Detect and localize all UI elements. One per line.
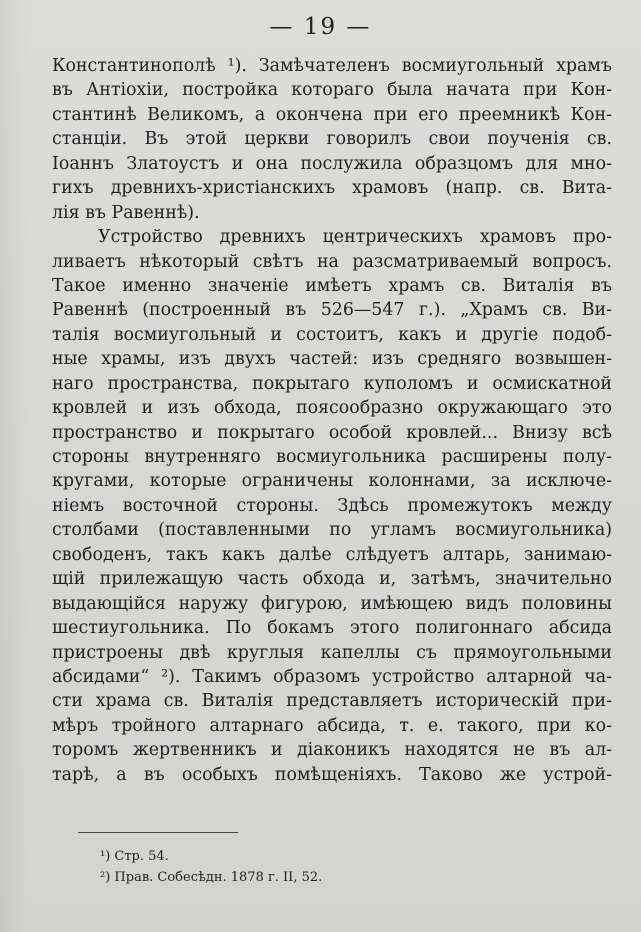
text-line: станціи. Въ этой церкви говорилъ свои поученія св. (52, 129, 612, 150)
text-line: тарѣ, а въ особыхъ помѣщеніяхъ. Таково же устрой- (52, 764, 612, 785)
text-line: свободенъ, такъ какъ далѣе слѣдуетъ алтарь, занимаю- (52, 544, 612, 565)
page-number: — 19 — (269, 14, 372, 40)
text-line: наго пространства, покрытаго куполомъ и осмискатной (52, 373, 612, 394)
text-line: кровлей и изъ обхода, поясообразно окружающаго это (52, 398, 612, 419)
text-line: стантинѣ Великомъ, а окончена при его преемникѣ Кон- (52, 104, 612, 125)
text-line: лія въ Равеннѣ). (52, 202, 200, 223)
text-line: Такое именно значеніе имѣетъ храмъ св. Виталія въ (52, 275, 612, 296)
text-line: шестиугольника. По бокамъ этого полигоннаго абсида (52, 618, 612, 639)
text-line: столбами (поставленными по угламъ восмиугольника) (52, 520, 612, 541)
text-line: пространство и покрытаго особой кровлей... Внизу всѣ (52, 422, 612, 443)
footnote-divider (78, 832, 238, 833)
text-line: гихъ древнихъ-христіанскихъ храмовъ (напр. св. Вита- (52, 178, 612, 199)
text-line: въ Антіохіи, постройка котораго была начата при Кон- (52, 80, 612, 101)
footnotes (100, 846, 322, 888)
text-line: абсидами“ ²). Такимъ образомъ устройство алтарной ча- (52, 666, 612, 687)
text-line: талія восмиугольный и состоитъ, какъ и другіе подоб- (52, 324, 612, 345)
footnote: ²) Прав. Собесѣдн. 1878 г. II, 52. (100, 870, 323, 885)
text-line: Устройство древнихъ центрическихъ храмовъ про- (98, 227, 612, 248)
text-line: выдающійся наружу фигурою, имѣющею видъ половины (52, 593, 612, 614)
footnote: ¹) Стр. 54. (100, 849, 169, 864)
text-line: мѣръ тройного алтарнаго абсида, т. е. такого, при ко- (52, 715, 612, 736)
text-line: торомъ жертвенникъ и діаконикъ находятся не въ ал- (52, 740, 612, 761)
text-line: кругами, которые ограничены колоннами, за исключе- (52, 471, 612, 492)
text-line: стороны внутренняго восмиугольника расширены полу- (52, 447, 612, 467)
text-line: ливаетъ нѣкоторый свѣтъ на разсматриваемый вопросъ. (52, 251, 612, 272)
text-line: пристроены двѣ круглыя капеллы съ прямоугольными (52, 642, 612, 663)
text-line: ные храмы, изъ двухъ частей: изъ средняго возвышен- (52, 349, 612, 370)
text-line: Константинополѣ ¹). Замѣчателенъ восмиугольный храмъ (52, 56, 612, 76)
text-line: ніемъ восточной стороны. Здѣсь промежутокъ между (52, 495, 612, 516)
text-line: сти храма св. Виталія представляетъ историческій при- (52, 691, 612, 712)
text-line: Іоаннъ Златоустъ и она послужила образцомъ для мно- (52, 153, 612, 174)
text-line: щій прилежащую часть обхода и, затѣмъ, значительно (52, 569, 612, 590)
text-line: Равеннѣ (построенный въ 526—547 г.). „Храмъ св. Ви- (52, 300, 612, 321)
body-text (52, 54, 612, 787)
